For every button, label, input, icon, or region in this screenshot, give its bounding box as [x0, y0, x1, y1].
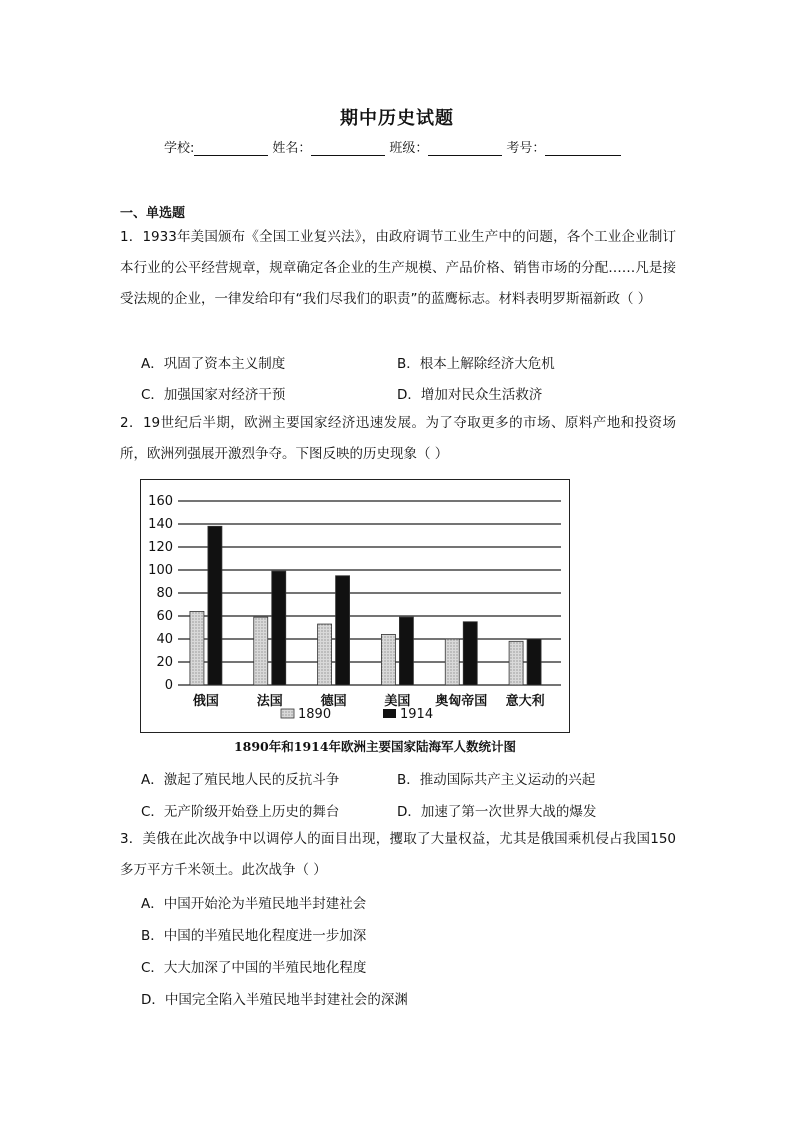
- legend-swatch-1914: [383, 709, 396, 718]
- q3-option-c[interactable]: C．大大加深了中国的半殖民地化程度: [141, 960, 367, 976]
- q1-option-a[interactable]: A．巩固了资本主义制度: [141, 356, 286, 372]
- bar-1890: [445, 639, 459, 685]
- x-tick-label: 法国: [256, 694, 283, 709]
- question-2-text: 2．19世纪后半期，欧洲主要国家经济迅速发展。为了夺取更多的市场、原料产地和投资场所，欧洲列强展开激烈争夺。下图反映的历史现象（ ）: [120, 415, 676, 462]
- y-tick-label: 140: [148, 517, 173, 532]
- bar-1890: [381, 634, 395, 685]
- x-tick-label: 俄国: [192, 694, 219, 709]
- bar-1890: [509, 641, 523, 685]
- bar-1914: [463, 622, 477, 685]
- legend-label-1914: 1914: [400, 707, 434, 722]
- student-info-line: [164, 137, 625, 156]
- y-tick-label: 160: [148, 494, 173, 509]
- name-blank[interactable]: [311, 140, 385, 156]
- bar-1914: [399, 617, 413, 685]
- q3-option-d[interactable]: D．中国完全陷入半殖民地半封建社会的深渊: [141, 992, 408, 1008]
- exam-title: 期中历史试题: [340, 108, 454, 129]
- x-tick-label: 德国: [320, 694, 347, 709]
- q1-option-d[interactable]: D．增加对民众生活救济: [397, 387, 543, 403]
- x-tick-label: 美国: [384, 694, 411, 709]
- y-tick-label: 40: [156, 632, 173, 647]
- q1-option-c[interactable]: C．加强国家对经济干预: [141, 387, 286, 403]
- bar-1890: [318, 624, 332, 685]
- class-blank[interactable]: [428, 140, 502, 156]
- bar-chart-svg: [141, 480, 571, 734]
- chart-title: 1890年和1914年欧洲主要国家陆海军人数统计图: [233, 739, 517, 754]
- number-label: 考号：: [506, 141, 546, 156]
- bar-1914: [336, 576, 350, 685]
- bar-chart: [140, 479, 570, 733]
- question-1-text: 1．1933年美国颁布《全国工业复兴法》，由政府调节工业生产中的问题，各个工业企业制订本行业的公平经营规章，规章确定各企业的生产规模、产品价格、销售市场的分配……凡是接受法规的企业，一律发给印有“我们尽我们的职责”的蓝鹰标志。材料表明罗斯福新政（ ）: [120, 229, 676, 307]
- x-tick-label: 奥匈帝国: [435, 694, 488, 709]
- school-label: 学校:: [164, 141, 195, 156]
- y-tick-label: 20: [156, 655, 173, 670]
- legend-swatch-1890: [281, 709, 294, 718]
- q2-option-a[interactable]: A．激起了殖民地人民的反抗斗争: [141, 772, 340, 788]
- q2-option-b[interactable]: B．推动国际共产主义运动的兴起: [397, 772, 596, 788]
- legend-label-1890: 1890: [298, 707, 332, 722]
- number-blank[interactable]: [545, 140, 621, 156]
- x-tick-label: 意大利: [505, 694, 545, 709]
- bar-1914: [272, 571, 286, 685]
- y-tick-label: 100: [148, 563, 173, 578]
- q3-option-a[interactable]: A．中国开始沦为半殖民地半封建社会: [141, 896, 367, 912]
- bar-1914: [208, 526, 222, 685]
- y-tick-label: 60: [156, 609, 173, 624]
- bar-1890: [254, 617, 268, 685]
- q2-option-d[interactable]: D．加速了第一次世界大战的爆发: [397, 804, 597, 820]
- section-heading: 一、单选题: [120, 206, 186, 221]
- q2-option-c[interactable]: C．无产阶级开始登上历史的舞台: [141, 804, 340, 820]
- name-label: 姓名：: [272, 141, 312, 156]
- y-tick-label: 0: [164, 678, 173, 693]
- bar-1914: [527, 639, 541, 685]
- school-blank[interactable]: [194, 140, 268, 156]
- question-3-text: 3．美俄在此次战争中以调停人的面目出现，攫取了大量权益，尤其是俄国乘机侵占我国150多万平方千米领土。此次战争（ ）: [120, 831, 676, 878]
- bar-1890: [190, 611, 204, 685]
- class-label: 班级：: [389, 141, 429, 156]
- y-tick-label: 120: [148, 540, 173, 555]
- q1-option-b[interactable]: B．根本上解除经济大危机: [397, 356, 555, 372]
- y-tick-label: 80: [156, 586, 173, 601]
- q3-option-b[interactable]: B．中国的半殖民地化程度进一步加深: [141, 928, 367, 944]
